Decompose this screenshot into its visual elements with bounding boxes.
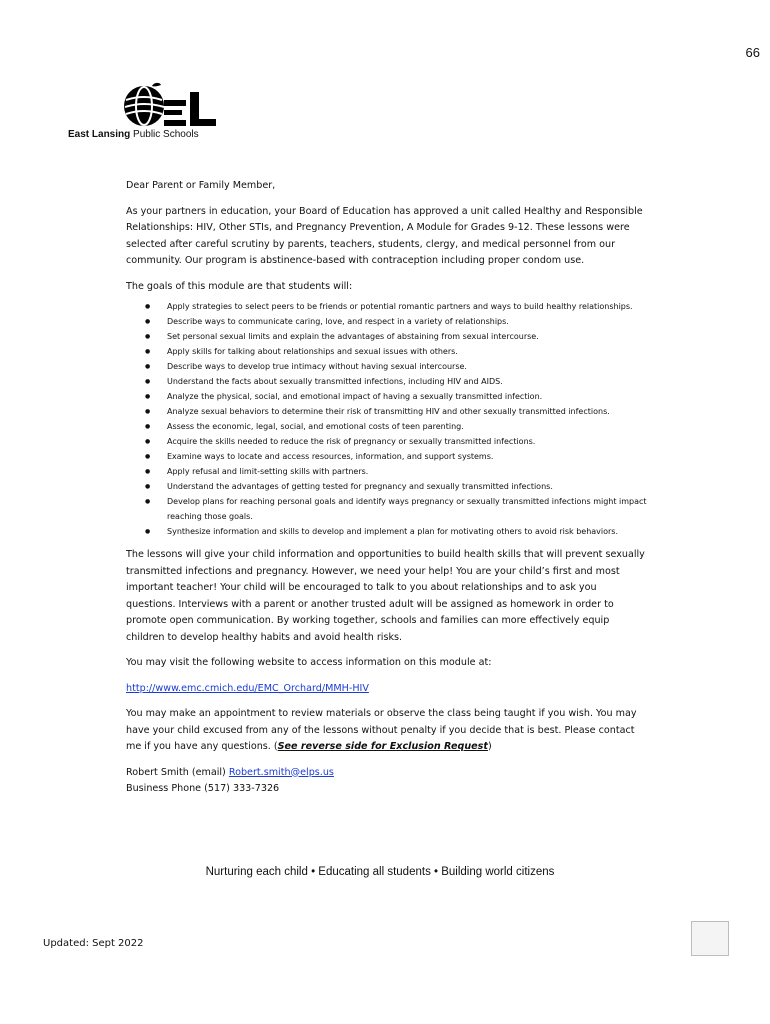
school-logo [68, 82, 238, 144]
module-website-link[interactable]: http://www.emc.cmich.edu/EMC_Orchard/MMH-HIV [126, 682, 369, 694]
goal-item: ● Examine ways to locate and access resources, information, and support systems. [126, 449, 648, 464]
apple-globe-logo-icon [68, 82, 238, 132]
exclusion-note: See reverse side for Exclusion Request [277, 741, 488, 752]
goal-item: ● Synthesize information and skills to develop and implement a plan for motivating others to avoid risk behaviors. [126, 524, 648, 539]
intro-paragraph: As your partners in education, your Board of Education has approved a unit called Healthy and Responsible Relationships: HIV, Other STIs, and Pregnancy Prevention, A Module for Grades 9-12. These lessons were selected after careful scrutiny by parents, teachers, students, clergy, and medical personnel from our community. Our program is abstinence-based with contraception including proper condom use. [126, 205, 643, 266]
goals-list [126, 299, 648, 539]
page-number: 66 [745, 45, 760, 60]
contact-email-link[interactable]: Robert.smith@elps.us [228, 766, 334, 778]
goal-item: ● Assess the economic, legal, social, and emotional costs of teen parenting. [126, 419, 648, 434]
goal-item: ● Describe ways to communicate caring, love, and respect in a variety of relationships. [126, 314, 648, 329]
logo-wordmark: East Lansing Public Schools [68, 129, 199, 140]
corner-placeholder-box [691, 921, 729, 956]
letter-body [126, 178, 648, 807]
business-phone: Business Phone (517) 333-7326 [126, 783, 280, 794]
lessons-paragraph: The lessons will give your child information and opportunities to build health skills that will prevent sexually transmitted infections and pregnancy. However, we need your help! You are your child’s first and most important teacher! Your child will be encouraged to talk to you about relationships and to ask you questions. Interviews with a parent or another trusted adult will be assigned as homework in order to promote open communication. By working together, schools and families can more effectively equip children to develop healthy habits and avoid health risks. [126, 549, 645, 643]
school-motto: Nurturing each child • Educating all students • Building world citizens [205, 866, 555, 878]
goal-item: ● Understand the facts about sexually transmitted infections, including HIV and AIDS. [126, 374, 648, 389]
goal-item: ● Develop plans for reaching personal goals and identify ways pregnancy or sexually transmitted infections might impact reaching those goals. [126, 494, 648, 524]
updated-date: Updated: Sept 2022 [43, 938, 144, 949]
goal-item: ● Apply refusal and limit-setting skills with partners. [126, 464, 648, 479]
goal-item: ● Set personal sexual limits and explain the advantages of abstaining from sexual intercourse. [126, 329, 648, 344]
goal-item: ● Describe ways to develop true intimacy without having sexual intercourse. [126, 359, 648, 374]
goal-item: ● Analyze sexual behaviors to determine their risk of transmitting HIV and other sexually transmitted infections. [126, 404, 648, 419]
goal-item: ● Analyze the physical, social, and emotional impact of having a sexually transmitted infection. [126, 389, 648, 404]
appointment-paragraph: You may make an appointment to review materials or observe the class being taught if you wish. You may have your child excused from any of the lessons without penalty if you decide that is best. Please contact me if you have any questions. (See reverse side for Exclusion Request) [126, 708, 637, 752]
goal-item: ● Apply skills for talking about relationships and sexual issues with others. [126, 344, 648, 359]
contact-line: Robert Smith (email) Robert.smith@elps.us [126, 766, 334, 778]
goal-item: ● Understand the advantages of getting tested for pregnancy and sexually transmitted infections. [126, 479, 648, 494]
goal-item: ● Apply strategies to select peers to be friends or potential romantic partners and ways to build healthy relationships. [126, 299, 648, 314]
greeting: Dear Parent or Family Member, [126, 180, 276, 191]
goals-heading: The goals of this module are that students will: [126, 280, 353, 292]
website-intro: You may visit the following website to access information on this module at: [126, 657, 492, 668]
goal-item: ● Acquire the skills needed to reduce the risk of pregnancy or sexually transmitted infections. [126, 434, 648, 449]
